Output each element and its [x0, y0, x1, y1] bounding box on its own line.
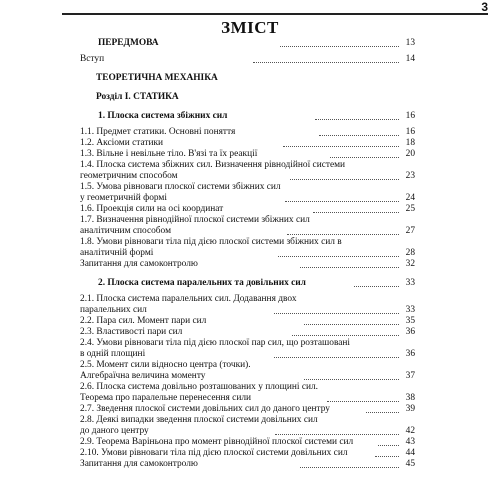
toc-entry-line: 1.8. Умови рівноваги тіла під дією плоскої системи збіжних сил в [80, 237, 342, 247]
leader-dots [304, 324, 399, 325]
toc-entry [80, 138, 415, 149]
toc-entry-line: 2.5. Момент сили відносно центра (точки). [80, 360, 251, 370]
toc-entry-label [80, 349, 272, 360]
leader-dots [313, 212, 399, 213]
leader-dots [275, 434, 399, 435]
toc-entry-text: 1.6. Проекція сили на осі координат [80, 204, 224, 214]
part-heading: ТЕОРЕТИЧНА МЕХАНІКА [96, 73, 218, 83]
toc-chapter-2 [80, 278, 415, 289]
toc-entry [80, 404, 415, 415]
page-title: ЗМІСТ [221, 18, 279, 37]
toc-entry-text: в одній площині [80, 349, 146, 359]
toc-entry-page: 27 [405, 226, 416, 236]
leader-dots [280, 46, 399, 47]
leader-dots [375, 456, 399, 457]
toc-entry-label [80, 327, 290, 338]
toc-entry [80, 349, 415, 360]
toc-entry-text: 2.10. Умови рівноваги тіла під дією плоскої системи довільних сил [80, 448, 348, 458]
toc-entry [80, 248, 415, 259]
toc-entry-label: ПЕРЕДМОВА [98, 38, 159, 48]
toc-entry-text: у геометричній формі [80, 193, 167, 203]
toc-entry-page: 16 [405, 111, 415, 121]
leader-dots [290, 179, 399, 180]
toc-entry-page: 32 [405, 259, 416, 269]
leader-dots [378, 445, 399, 446]
toc-entry-line: 2.6. Плоска система довільно розташованих у площині сил. [80, 382, 319, 392]
toc-entry-page: 33 [405, 305, 416, 315]
toc-entry-page: 36 [405, 349, 415, 359]
toc-entry-label: Вступ [80, 54, 105, 64]
toc-entry-label [80, 149, 328, 160]
toc-entry-line: 2.4. Умови рівноваги тіла під дією плоскої пар сил, що розташовані [80, 338, 351, 348]
toc-entry-page: 20 [405, 149, 416, 159]
toc-entry-page: 45 [405, 459, 416, 469]
toc-entry-page: 38 [405, 393, 416, 403]
leader-dots [283, 146, 399, 147]
leader-dots [304, 379, 399, 380]
leader-dots [300, 267, 399, 268]
toc-entry-text: геометричним способом [80, 171, 178, 181]
toc-entry-page: 43 [405, 437, 416, 447]
toc-entry [80, 204, 415, 215]
toc-entry-label [80, 171, 288, 182]
toc-entry [80, 149, 415, 160]
toc-entry-text: 2.2. Пара сил. Момент пари сил [80, 316, 207, 326]
toc-entry [80, 193, 415, 204]
toc-entry-text: 2.3. Властивості пари сил [80, 327, 183, 337]
leader-dots [292, 335, 399, 336]
leader-dots [315, 119, 399, 120]
toc-entry-page: 36 [405, 327, 416, 337]
toc-entry [80, 327, 415, 338]
toc-entry-text: паралельних сил [80, 305, 147, 315]
leader-dots [287, 234, 400, 235]
leader-dots [366, 412, 399, 413]
toc-entry-intro [80, 54, 415, 65]
toc-entry-text: до даного центру [80, 426, 149, 436]
toc-entry-text: 2.9. Теорема Варіньона про момент рівнодійної плоскої системи сил [80, 437, 354, 447]
toc-entry-text: аналітичним способом [80, 226, 172, 236]
toc-entry-page: 24 [405, 193, 416, 203]
toc-entry-label [80, 316, 302, 327]
toc-entry-text: Теорема про паралельне перенесення сили [80, 393, 252, 403]
toc-chapter-1 [80, 111, 415, 122]
toc-entry-label [80, 371, 302, 382]
toc-entry-text: Алгебраїчна величина моменту [80, 371, 206, 381]
toc-entry [80, 316, 415, 327]
toc-entry [80, 305, 415, 316]
toc-entry [80, 437, 415, 448]
toc-entry-text: 1.3. Вільне і невільне тіло. В'язі та їх реакції [80, 149, 258, 159]
toc-entry [80, 226, 415, 237]
header-rule [62, 13, 488, 15]
toc-entry-page: 16 [405, 127, 416, 137]
page-number: 3 [481, 0, 488, 14]
chapter-2-items [80, 294, 415, 470]
toc-entry-line: 1.4. Плоска система збіжних сил. Визначення рівнодійної системи [80, 160, 346, 170]
toc-entry [80, 426, 415, 437]
toc-entry-label [80, 448, 373, 459]
toc-entry-label [80, 393, 325, 404]
leader-dots [354, 286, 399, 287]
leader-dots [330, 157, 399, 158]
toc-entry [80, 459, 415, 470]
toc-entry-label: 1. Плоска система збіжних сил [98, 111, 228, 121]
toc-entry-text: аналітичній формі [80, 248, 154, 258]
toc-entry-text: 2.7. Зведення плоскої системи довільних сил до даного центру [80, 404, 330, 414]
toc-entry-label [80, 459, 298, 470]
toc-entry-page: 23 [405, 171, 415, 181]
toc-entry-label [80, 138, 281, 149]
toc-entry-page: 13 [405, 38, 415, 48]
toc-entry-label [80, 305, 272, 316]
toc-entry [80, 127, 415, 138]
toc-entry-label [80, 404, 364, 415]
toc-entry-page: 25 [405, 204, 416, 214]
section-heading: Розділ І. СТАТИКА [96, 92, 179, 102]
toc-entry-text: 1.2. Аксіоми статики [80, 138, 164, 148]
toc-entry-line: 1.5. Умова рівноваги плоскої системи збіжних сил [80, 182, 281, 192]
toc-entry-label [80, 127, 317, 138]
leader-dots [300, 467, 399, 468]
toc-entry-label [80, 259, 298, 270]
toc-entry-page: 14 [405, 54, 415, 64]
toc-entry-label [80, 437, 376, 448]
toc-entry-label: 2. Плоска система паралельних та довільних сил [98, 278, 306, 288]
leader-dots [274, 357, 399, 358]
leader-dots [327, 401, 399, 402]
toc-entry [80, 371, 415, 382]
toc-entry-preface [80, 38, 415, 49]
leader-dots [285, 201, 400, 202]
toc-entry-page: 37 [405, 371, 415, 381]
leader-dots [319, 135, 399, 136]
toc-entry-label [80, 248, 276, 259]
toc-entry-line: 2.1. Плоска система паралельних сил. Додавання двох [80, 294, 297, 304]
toc-entry-page: 39 [405, 404, 415, 414]
toc-entry-line: 2.8. Деякі випадки зведення плоскої системи довільних сил [80, 415, 318, 425]
toc-entry-label [80, 426, 273, 437]
toc-entry [80, 448, 415, 459]
toc-entry-line: 1.7. Визначення рівнодійної плоскої системи збіжних сил [80, 215, 310, 225]
toc-entry [80, 393, 415, 404]
chapter-1-items [80, 127, 415, 270]
toc-entry-page: 35 [405, 316, 416, 326]
leader-dots [253, 62, 399, 63]
toc-entry-page: 33 [405, 278, 416, 288]
toc-entry [80, 171, 415, 182]
leader-dots [278, 256, 399, 257]
toc-entry-text: 1.1. Предмет статики. Основні поняття [80, 127, 236, 137]
toc-entry-page: 18 [405, 138, 416, 148]
toc-entry-page: 42 [405, 426, 415, 436]
toc-entry-text: Запитання для самоконтролю [80, 259, 198, 269]
toc-entry-page: 28 [405, 248, 415, 258]
leader-dots [274, 313, 399, 314]
toc-entry [80, 259, 415, 270]
toc-entry-page: 44 [405, 448, 415, 458]
toc-entry-text: Запитання для самоконтролю [80, 459, 198, 469]
toc-entry-label [80, 204, 311, 215]
toc-entry-label [80, 226, 285, 237]
toc-entry-label [80, 193, 283, 204]
table-of-contents [80, 38, 415, 470]
